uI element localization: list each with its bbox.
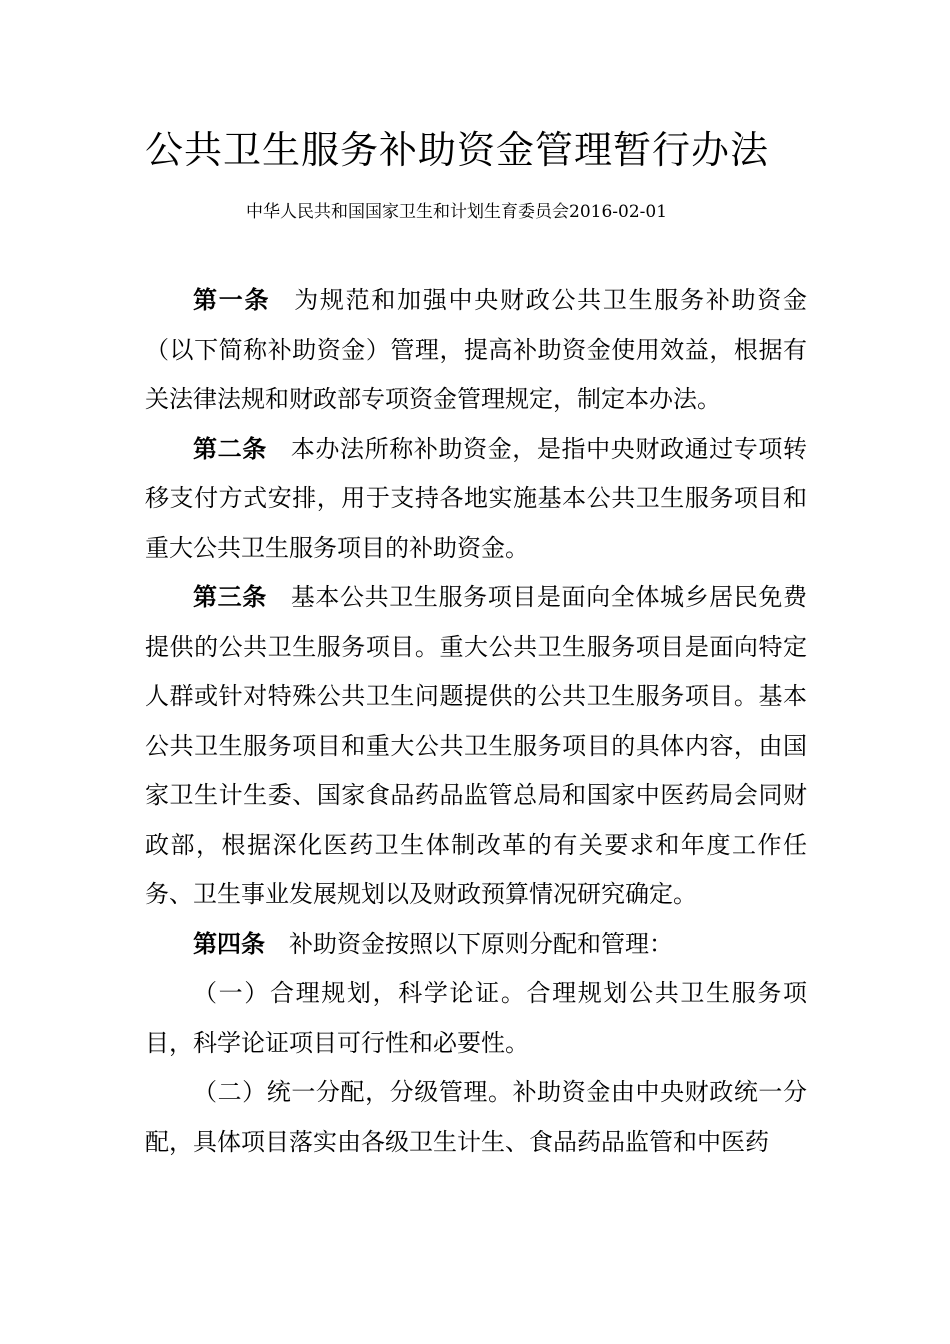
- article-label: 第四条: [193, 929, 265, 958]
- article-text: 为规范和加强中央财政公共卫生服务补助资金（以下简称补助资金）管理，提高补助资金使用效益，根据有关法律法规和财政部专项资金管理规定，制定本办法。: [145, 286, 808, 413]
- document-body: [145, 276, 807, 1167]
- article-4: [145, 920, 807, 970]
- article-text: 基本公共卫生服务项目是面向全体城乡居民免费提供的公共卫生服务项目。重大公共卫生服务项目是面向特定人群或针对特殊公共卫生问题提供的公共卫生服务项目。基本公共卫生服务项目和重大公共卫生服务项目的具体内容，由国家卫生计生委、国家食品药品监管总局和国家中医药局会同财政部，根据深化医药卫生体制改革的有关要求和年度工作任务、卫生事业发展规划以及财政预算情况研究确定。: [145, 583, 808, 908]
- article-text: 补助资金按照以下原则分配和管理：: [289, 929, 673, 958]
- article-label: 第三条: [193, 583, 267, 611]
- article-text: 本办法所称补助资金，是指中央财政通过专项转移支付方式安排，用于支持各地实施基本公共卫生服务项目和重大公共卫生服务项目的补助资金。: [145, 434, 808, 562]
- list-item-2: （二）统一分配，分级管理。补助资金由中央财政统一分配，具体项目落实由各级卫生计生、食品药品监管和中医药: [145, 1078, 807, 1156]
- article-label: 第二条: [193, 434, 267, 463]
- article-1: [145, 276, 807, 425]
- article-3: [145, 573, 807, 920]
- article-label: 第一条: [193, 286, 271, 314]
- list-item-1: （一）合理规划，科学论证。合理规划公共卫生服务项目，科学论证项目可行性和必要性。: [145, 979, 807, 1057]
- document-title: 公共卫生服务补助资金管理暂行办法: [145, 128, 770, 172]
- document-source: 中华人民共和国国家卫生和计划生育委员会2016-02-01: [246, 202, 668, 222]
- article-2: [145, 425, 807, 574]
